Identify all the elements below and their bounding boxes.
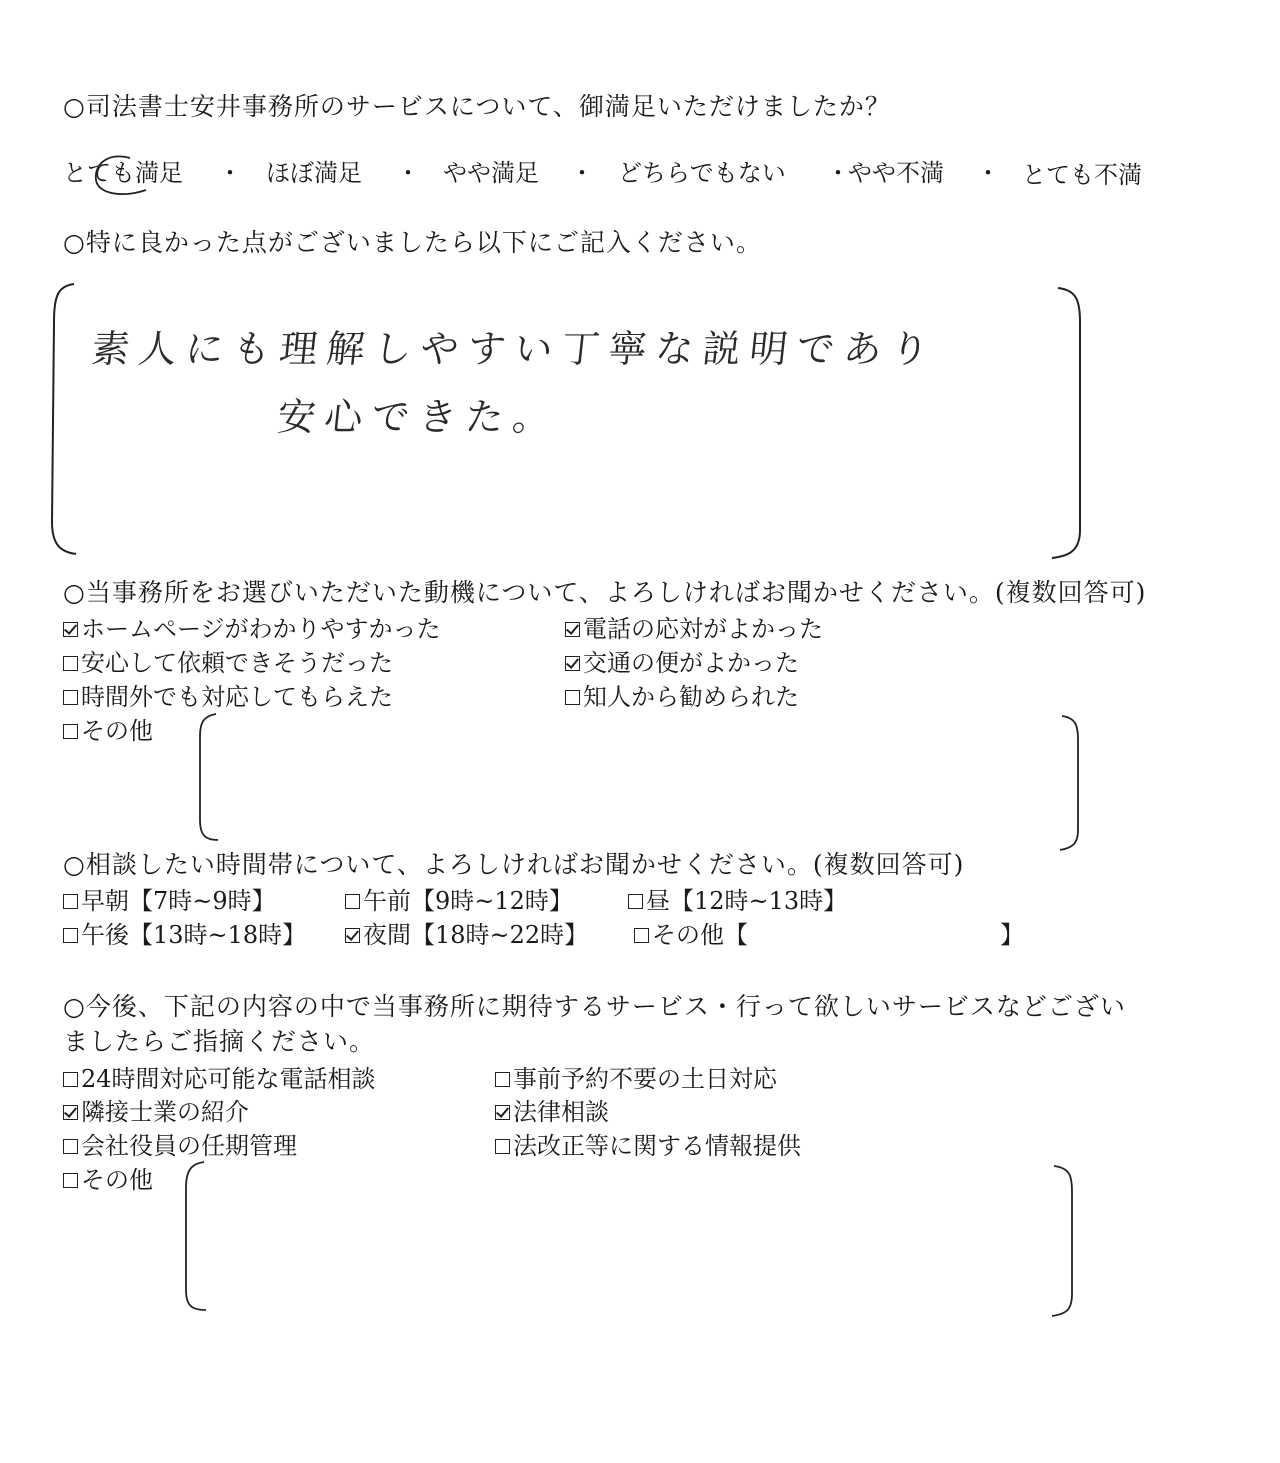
checkbox-icon[interactable] — [565, 690, 580, 705]
q3-option-label: 時間外でも対応してもらえた — [81, 683, 393, 711]
checkbox-checked-icon[interactable] — [345, 928, 360, 943]
q4-option-label: 午前【9時~12時】 — [363, 887, 573, 915]
q5-option-label: 事前予約不要の土日対応 — [513, 1065, 777, 1093]
checkbox-checked-icon[interactable] — [63, 1105, 78, 1120]
q5-option-label: 会社役員の任期管理 — [81, 1132, 297, 1160]
q3-option-label: 知人から勧められた — [583, 683, 799, 711]
q4-option-evening[interactable] — [345, 920, 588, 950]
q4-option-morning[interactable] — [345, 886, 573, 916]
q1-option-neutral[interactable]: どちらでもない — [618, 159, 786, 187]
checkbox-icon[interactable] — [63, 894, 78, 909]
checkbox-icon[interactable] — [634, 928, 649, 943]
q5-question-line1: ○今後、下記の内容の中で当事務所に期待するサービス・行って欲しいサービスなどござい — [63, 992, 1126, 1021]
checkbox-icon[interactable] — [628, 894, 643, 909]
q3-option-label: 交通の便がよかった — [583, 649, 799, 677]
q4-option-label: 午後【13時~18時】 — [81, 921, 307, 949]
q4-option-afternoon[interactable] — [63, 920, 306, 950]
checkbox-icon[interactable] — [495, 1139, 510, 1154]
q1-separator: ・ — [976, 159, 1000, 187]
q1-option-somewhat-satisfied[interactable]: やや満足 — [443, 159, 539, 187]
q4-other-close-bracket: 】 — [1000, 921, 1024, 949]
checkbox-checked-icon[interactable] — [495, 1105, 510, 1120]
checkbox-icon[interactable] — [63, 690, 78, 705]
q1-question: ○司法書士安井事務所のサービスについて、御満足いただけましたか？ — [63, 92, 891, 121]
q5-option-weekend[interactable] — [495, 1064, 777, 1094]
q5-option-24h-phone[interactable] — [63, 1064, 376, 1094]
q2-handwritten-answer-line1: 素人にも理解しやすい丁寧な説明であり — [89, 327, 940, 371]
q3-option-label: ホームページがわかりやすかった — [81, 615, 441, 643]
q3-question: ○当事務所をお選びいただいた動機について、よろしければお聞かせください。(複数回答可) — [63, 578, 1147, 607]
q5-option-label: その他 — [81, 1166, 153, 1194]
q5-option-label: 法律相談 — [513, 1098, 609, 1126]
checkbox-icon[interactable] — [345, 894, 360, 909]
q3-other-bracket[interactable] — [196, 712, 1086, 852]
q1-separator: ・ — [570, 159, 594, 187]
checkbox-icon[interactable] — [63, 928, 78, 943]
q1-separator: ・ — [218, 159, 242, 187]
q5-option-law-updates[interactable] — [495, 1131, 801, 1161]
q4-question: ○相談したい時間帯について、よろしければお聞かせください。(複数回答可) — [63, 850, 965, 879]
q1-separator: ・ — [396, 159, 420, 187]
q5-option-referral-professionals[interactable] — [63, 1097, 249, 1127]
q4-option-label: 早朝【7時~9時】 — [81, 887, 276, 915]
q3-option-reassuring[interactable] — [63, 648, 393, 678]
checkbox-icon[interactable] — [495, 1072, 510, 1087]
checkbox-checked-icon[interactable] — [565, 656, 580, 671]
q1-option-somewhat-dissatisfied[interactable]: やや不満 — [848, 159, 944, 187]
q3-option-phone[interactable] — [565, 614, 823, 644]
q3-option-referral[interactable] — [565, 682, 799, 712]
q3-option-label: その他 — [81, 717, 153, 745]
q4-option-other[interactable] — [634, 920, 748, 950]
checkbox-checked-icon[interactable] — [63, 622, 78, 637]
q3-option-other[interactable] — [63, 716, 153, 746]
q1-separator: ・ — [826, 159, 850, 187]
q1-option-very-dissatisfied[interactable]: とても不満 — [1022, 161, 1142, 189]
q3-option-label: 安心して依頼できそうだった — [81, 649, 393, 677]
q5-other-bracket[interactable] — [182, 1160, 1082, 1320]
q5-option-label: 24時間対応可能な電話相談 — [81, 1065, 376, 1093]
checkbox-icon[interactable] — [63, 1072, 78, 1087]
checkbox-icon[interactable] — [63, 1173, 78, 1188]
q4-option-label: その他【 — [652, 921, 748, 949]
q3-option-label: 電話の応対がよかった — [583, 615, 823, 643]
q3-option-after-hours[interactable] — [63, 682, 393, 712]
checkbox-icon[interactable] — [63, 724, 78, 739]
q3-option-homepage[interactable] — [63, 614, 441, 644]
q3-option-access[interactable] — [565, 648, 799, 678]
checkbox-icon[interactable] — [63, 1139, 78, 1154]
q4-option-label: 夜間【18時~22時】 — [363, 921, 589, 949]
q4-option-label: 昼【12時~13時】 — [646, 887, 848, 915]
selection-circle-mark — [88, 150, 158, 200]
q4-option-noon[interactable] — [628, 886, 847, 916]
checkbox-checked-icon[interactable] — [565, 622, 580, 637]
checkbox-icon[interactable] — [63, 656, 78, 671]
q5-option-officer-term[interactable] — [63, 1131, 297, 1161]
q5-option-other[interactable] — [63, 1165, 153, 1195]
q2-question: ○特に良かった点がございましたら以下にご記入ください。 — [63, 228, 762, 257]
q5-question-line2: ましたらご指摘ください。 — [63, 1027, 376, 1056]
q5-option-label: 法改正等に関する情報提供 — [513, 1132, 801, 1160]
q5-option-label: 隣接士業の紹介 — [81, 1098, 249, 1126]
q4-option-early-morning[interactable] — [63, 886, 276, 916]
q1-option-very-satisfied[interactable]: とても満足 — [63, 159, 183, 187]
q2-handwritten-answer-line2: 安心できた。 — [275, 395, 562, 439]
q1-option-mostly-satisfied[interactable]: ほぼ満足 — [266, 159, 362, 187]
q5-option-legal-consultation[interactable] — [495, 1097, 609, 1127]
